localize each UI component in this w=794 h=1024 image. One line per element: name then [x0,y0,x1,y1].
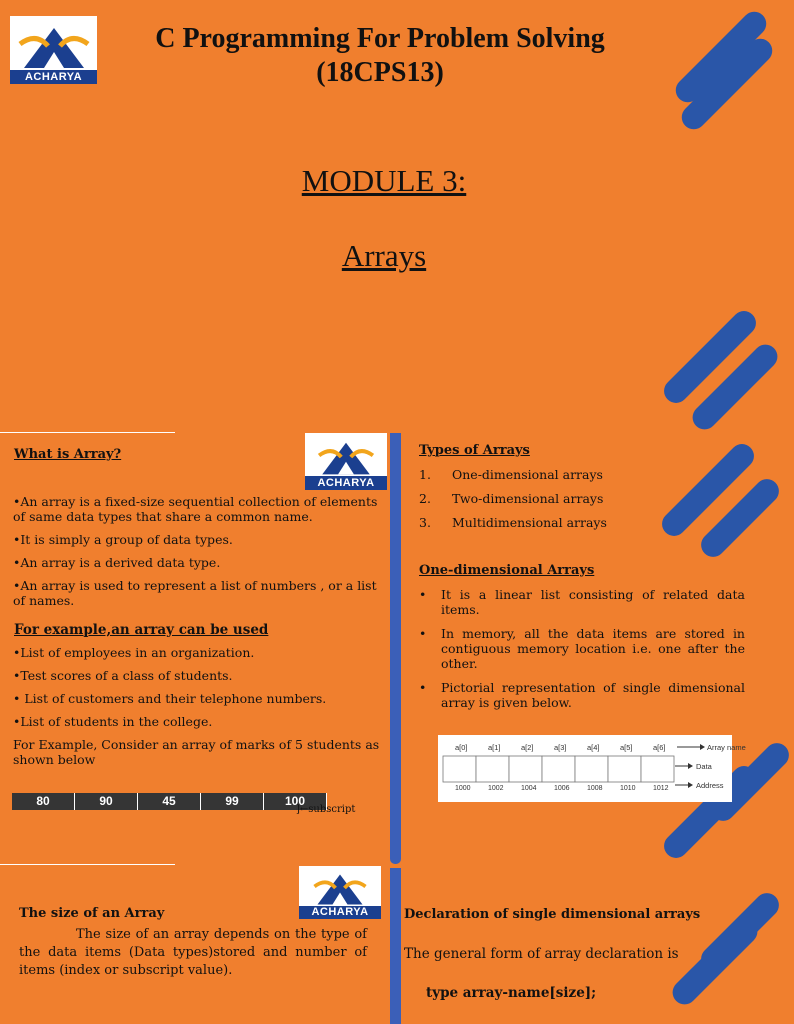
topic-heading: Arrays [341,238,427,273]
type-item [419,467,719,482]
example-item: • List of customers and their telephone numbers. [13,691,327,706]
type-label: Two-dimensional arrays [452,491,604,506]
address-value: 1008 [587,785,603,792]
index-label: a[6] [653,743,666,752]
array-diagram-svg [438,735,746,802]
array-definition-list [13,494,383,616]
column-divider [390,433,401,864]
type-number: 1. [419,467,431,482]
types-list [419,467,719,530]
marks-cell: 80 [12,793,75,810]
array-cell [608,756,641,782]
index-label: a[0] [455,743,468,752]
type-item [419,515,719,530]
logo-emblem-icon [302,870,378,906]
index-label: a[4] [587,743,600,752]
array-cell [443,756,476,782]
address-value: 1002 [488,785,504,792]
one-dim-bullet: • It is a linear list consisting of related data items. [419,587,745,617]
type-label: One-dimensional arrays [452,467,603,482]
course-title [110,22,650,90]
marks-array [12,793,327,810]
size-text: The size of an array depends on the type of the data items (Data types)stored and number of items (index or subscript value). [19,927,367,978]
address-value: 1004 [521,785,537,792]
acharya-logo [299,866,381,919]
example-item: •List of students in the college. [13,714,213,729]
array-diagram [438,735,746,802]
marks-cell: 90 [75,793,138,810]
column-divider [390,868,401,1024]
module-heading: MODULE 3: [301,163,467,198]
definition-bullet: •An array is a derived data type. [13,555,221,570]
what-is-array-heading: What is Array? [14,447,122,462]
marks-cell: 45 [138,793,201,810]
definition-bullet: •It is simply a group of data types. [13,532,233,547]
address-value: 1006 [554,785,570,792]
index-label: a[3] [554,743,567,752]
example-item: •List of employees in an organization. [13,645,255,660]
section-divider [0,864,175,865]
one-dim-list [419,587,745,710]
data-label: Data [696,762,712,771]
logo-text: ACHARYA [299,906,381,919]
logo-emblem-icon [308,438,384,476]
logo-emblem-icon [14,22,94,70]
address-value: 1012 [653,785,669,792]
acharya-logo [10,16,97,84]
example-item: •Test scores of a class of students. [13,668,233,683]
declaration-text: The general form of array declaration is [404,946,679,962]
example-list [13,645,383,767]
declaration-syntax: type array-name[size]; [426,985,597,1001]
definition-bullet: •An array is a fixed-size sequential collection of elements of same data types that share a common name. [13,494,378,524]
address-value: 1000 [455,785,471,792]
type-number: 2. [419,491,431,506]
definition-bullet: •An array is used to represent a list of numbers , or a list of names. [13,578,377,608]
logo-text: ACHARYA [305,476,387,490]
type-label: Multidimensional arrays [452,515,607,530]
section-divider [0,432,175,433]
acharya-logo [305,433,387,490]
one-dim-bullet: • In memory, all the data items are stored in contiguous memory location i.e. one after the other. [419,626,745,671]
size-heading: The size of an Array [19,906,165,921]
marks-cell: 100 [264,793,327,810]
type-number: 3. [419,515,431,530]
array-cell [542,756,575,782]
example-heading: For example,an array can be used [14,622,269,638]
stripe-shape [668,915,763,1010]
logo-text: ACHARYA [10,70,97,84]
declaration-heading: Declaration of single dimensional arrays [404,907,701,922]
title-line-2: (18CPS13) [316,57,444,88]
address-value: 1010 [620,785,636,792]
array-cell [641,756,674,782]
array-cell [509,756,542,782]
marks-cell: 99 [201,793,264,810]
title-line-1: C Programming For Problem Solving [155,23,605,54]
index-label: a[2] [521,743,534,752]
address-label: Address [696,781,724,790]
one-dim-bullet: • Pictorial representation of single dimensional array is given below. [419,680,745,710]
types-heading: Types of Arrays [419,443,530,458]
array-cell [476,756,509,782]
array-name-label: Array name [707,743,746,752]
one-dim-heading: One-dimensional Arrays [419,563,595,578]
array-cell [575,756,608,782]
example-text: For Example, Consider an array of marks of 5 students as shown below [13,737,380,767]
subscript-label: ]←subscript [296,804,356,815]
type-item [419,491,719,506]
index-label: a[5] [620,743,633,752]
index-label: a[1] [488,743,501,752]
